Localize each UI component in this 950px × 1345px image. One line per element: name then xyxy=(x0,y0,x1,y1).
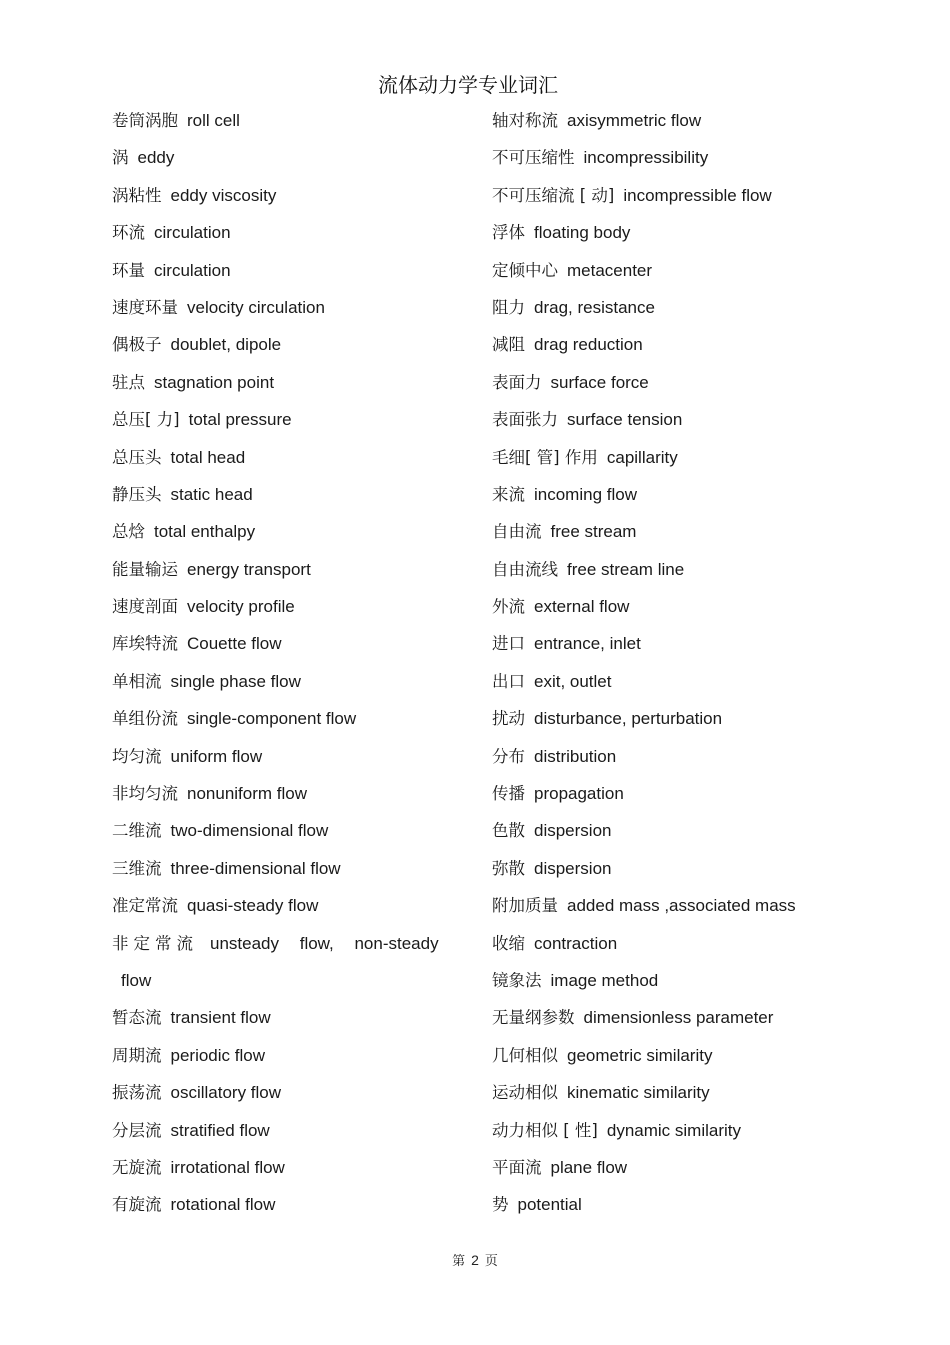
entry-english: incompressible flow xyxy=(623,185,772,205)
entry-chinese: 振荡流 xyxy=(112,1083,162,1103)
glossary-entry xyxy=(112,364,457,401)
glossary-entry xyxy=(112,513,457,550)
glossary-entry xyxy=(492,177,832,214)
entry-english: flow xyxy=(121,970,152,990)
entry-chinese: 出口 xyxy=(492,671,525,691)
glossary-entry xyxy=(492,850,832,887)
entry-english: potential xyxy=(517,1195,582,1215)
entry-english: incoming flow xyxy=(534,484,637,504)
glossary-entry xyxy=(112,1186,457,1223)
entry-chinese: 驻点 xyxy=(112,372,145,392)
entry-english: uniform flow xyxy=(170,746,263,766)
glossary-entry xyxy=(492,812,832,849)
glossary-entry xyxy=(112,1112,457,1149)
entry-chinese: 来流 xyxy=(492,484,525,504)
glossary-entry xyxy=(492,962,832,999)
entry-english: rotational flow xyxy=(170,1195,276,1215)
page-number-prefix: 第 xyxy=(452,1254,466,1269)
entry-chinese: 色散 xyxy=(492,821,525,841)
entry-english: single phase flow xyxy=(170,671,301,691)
entry-chinese: 非均匀流 xyxy=(112,784,178,804)
entry-english: circulation xyxy=(154,260,231,280)
glossary-entry xyxy=(492,700,832,737)
entry-chinese: 无量纲参数 xyxy=(492,1008,575,1028)
entry-chinese: 卷筒涡胞 xyxy=(112,111,178,130)
entry-english: entrance, inlet xyxy=(534,634,641,654)
glossary-entry xyxy=(492,588,832,625)
entry-english: doublet, dipole xyxy=(170,335,282,355)
entry-english: total enthalpy xyxy=(154,522,256,542)
entry-english: transient flow xyxy=(170,1008,271,1028)
entry-chinese: 进口 xyxy=(492,634,525,654)
glossary-entry xyxy=(112,775,457,812)
glossary-entry xyxy=(112,1074,457,1111)
entry-english: stratified flow xyxy=(170,1120,270,1140)
glossary-entry xyxy=(492,925,832,962)
glossary-entry xyxy=(492,326,832,363)
glossary-entry xyxy=(492,1149,832,1186)
glossary-entry xyxy=(112,401,457,438)
entry-english: dimensionless parameter xyxy=(583,1008,774,1028)
entry-english: floating body xyxy=(534,223,631,243)
glossary-entry xyxy=(492,289,832,326)
entry-chinese: 准定常流 xyxy=(112,896,178,916)
page-title: 流体动力学专业词汇 xyxy=(378,73,558,97)
entry-chinese: 总压[ 力] xyxy=(112,410,180,430)
entry-english: capillarity xyxy=(606,447,678,467)
entry-chinese: 总焓 xyxy=(112,522,145,542)
entry-english: dispersion xyxy=(534,858,612,878)
entry-chinese: 表面张力 xyxy=(492,410,558,430)
entry-chinese: 减阻 xyxy=(492,335,525,355)
glossary-entry xyxy=(112,999,457,1036)
glossary-entry xyxy=(112,738,457,775)
entry-english: incompressibility xyxy=(583,148,709,168)
entry-english: oscillatory flow xyxy=(170,1083,282,1103)
entry-chinese: 有旋流 xyxy=(112,1195,162,1215)
entry-english: quasi-steady flow xyxy=(187,896,319,916)
entry-chinese: 自由流 xyxy=(492,522,542,542)
entry-english: eddy xyxy=(137,148,175,168)
glossary-entry xyxy=(492,663,832,700)
entry-english: static head xyxy=(170,484,253,504)
entry-english: dispersion xyxy=(534,821,612,841)
entry-chinese: 能量输运 xyxy=(112,559,178,579)
glossary-entry xyxy=(112,588,457,625)
entry-chinese: 偶极子 xyxy=(112,335,162,355)
glossary-entry xyxy=(492,513,832,550)
glossary-entry xyxy=(112,812,457,849)
entry-english: disturbance, perturbation xyxy=(534,709,723,729)
glossary-entry xyxy=(492,139,832,176)
entry-chinese: 总压头 xyxy=(112,447,162,467)
glossary-entry xyxy=(112,1149,457,1186)
entry-english: velocity profile xyxy=(187,597,295,617)
glossary-column-right xyxy=(492,102,832,1224)
glossary-entry xyxy=(112,102,457,139)
glossary-entry xyxy=(492,887,832,924)
glossary-entry xyxy=(112,925,457,962)
glossary-entry xyxy=(112,439,457,476)
entry-chinese: 单相流 xyxy=(112,671,162,691)
glossary-column-left xyxy=(112,102,457,1224)
glossary-entry xyxy=(492,738,832,775)
entry-english: energy transport xyxy=(187,559,311,579)
entry-english: unsteady flow, non-steady xyxy=(210,933,439,953)
glossary-entry xyxy=(112,551,457,588)
entry-chinese: 平面流 xyxy=(492,1157,542,1177)
glossary-entry xyxy=(492,625,832,662)
glossary-entry xyxy=(492,252,832,289)
entry-english: geometric similarity xyxy=(567,1045,713,1065)
entry-chinese: 不可压缩流 [ 动] xyxy=(492,185,615,205)
entry-english: total head xyxy=(170,447,246,467)
glossary-entry xyxy=(492,439,832,476)
entry-chinese: 环流 xyxy=(112,223,145,243)
entry-chinese: 均匀流 xyxy=(112,746,162,766)
entry-chinese: 阻力 xyxy=(492,297,525,317)
entry-english: drag, resistance xyxy=(534,297,655,317)
entry-english: plane flow xyxy=(550,1157,628,1177)
entry-english: nonuniform flow xyxy=(187,784,308,804)
glossary-entry xyxy=(112,476,457,513)
glossary-entry xyxy=(112,700,457,737)
entry-chinese: 扰动 xyxy=(492,709,525,729)
entry-chinese: 几何相似 xyxy=(492,1045,558,1065)
glossary-entry xyxy=(492,401,832,438)
entry-chinese: 轴对称流 xyxy=(492,111,558,130)
entry-chinese: 动力相似 [ 性] xyxy=(492,1120,598,1140)
entry-chinese: 三维流 xyxy=(112,858,162,878)
entry-english: axisymmetric flow xyxy=(567,111,702,130)
entry-english: roll cell xyxy=(187,111,240,130)
entry-chinese: 分层流 xyxy=(112,1120,162,1140)
entry-chinese: 非定常流 xyxy=(112,933,198,953)
entry-chinese: 毛细[ 管] 作用 xyxy=(492,447,598,467)
entry-english: surface tension xyxy=(567,410,683,430)
glossary-entry xyxy=(112,625,457,662)
entry-chinese: 库埃特流 xyxy=(112,634,178,654)
glossary-entry xyxy=(492,1112,832,1149)
glossary-entry xyxy=(112,850,457,887)
entry-english: dynamic similarity xyxy=(606,1120,742,1140)
entry-english: three-dimensional flow xyxy=(170,858,341,878)
glossary-entry xyxy=(112,887,457,924)
entry-chinese: 无旋流 xyxy=(112,1157,162,1177)
glossary-entry xyxy=(492,364,832,401)
glossary-entry-continuation xyxy=(112,962,457,999)
entry-english: kinematic similarity xyxy=(567,1083,710,1103)
entry-chinese: 定倾中心 xyxy=(492,260,558,280)
entry-english: total pressure xyxy=(188,410,292,430)
entry-english: irrotational flow xyxy=(170,1157,285,1177)
entry-chinese: 分布 xyxy=(492,746,525,766)
glossary-entry xyxy=(492,1037,832,1074)
entry-chinese: 暂态流 xyxy=(112,1008,162,1028)
glossary-entry xyxy=(112,1037,457,1074)
page-number: 2 xyxy=(471,1252,479,1268)
entry-english: metacenter xyxy=(567,260,653,280)
entry-chinese: 弥散 xyxy=(492,858,525,878)
glossary-entry xyxy=(492,551,832,588)
entry-english: drag reduction xyxy=(534,335,643,355)
entry-chinese: 自由流线 xyxy=(492,559,558,579)
entry-english: added mass ,associated mass xyxy=(567,896,796,916)
entry-english: periodic flow xyxy=(170,1045,265,1065)
glossary-entry xyxy=(112,139,457,176)
entry-chinese: 不可压缩性 xyxy=(492,148,575,168)
glossary-entry xyxy=(492,102,832,139)
entry-english: distribution xyxy=(534,746,617,766)
glossary-entry xyxy=(492,775,832,812)
glossary-entry xyxy=(112,663,457,700)
entry-english: free stream line xyxy=(567,559,685,579)
entry-chinese: 运动相似 xyxy=(492,1083,558,1103)
glossary-entry xyxy=(112,252,457,289)
entry-chinese: 速度环量 xyxy=(112,297,178,317)
entry-english: external flow xyxy=(534,597,630,617)
entry-chinese: 环量 xyxy=(112,260,145,280)
page-footer xyxy=(0,1250,950,1269)
entry-english: surface force xyxy=(550,372,649,392)
glossary-entry xyxy=(112,214,457,251)
entry-chinese: 涡粘性 xyxy=(112,185,162,205)
entry-chinese: 浮体 xyxy=(492,223,525,243)
glossary-entry xyxy=(492,1074,832,1111)
entry-chinese: 收缩 xyxy=(492,933,525,953)
entry-chinese: 周期流 xyxy=(112,1045,162,1065)
entry-english: propagation xyxy=(534,784,624,804)
entry-chinese: 镜象法 xyxy=(492,970,542,990)
entry-chinese: 涡 xyxy=(112,148,129,168)
entry-english: single-component flow xyxy=(187,709,357,729)
glossary-entry xyxy=(492,1186,832,1223)
entry-chinese: 单组份流 xyxy=(112,709,178,729)
entry-chinese: 静压头 xyxy=(112,484,162,504)
entry-chinese: 速度剖面 xyxy=(112,597,178,617)
page-number-suffix: 页 xyxy=(484,1254,498,1269)
glossary-entry xyxy=(492,476,832,513)
entry-english: exit, outlet xyxy=(534,671,612,691)
entry-english: velocity circulation xyxy=(187,297,325,317)
glossary-entry xyxy=(112,289,457,326)
entry-chinese: 表面力 xyxy=(492,372,542,392)
glossary-entry xyxy=(492,214,832,251)
entry-chinese: 传播 xyxy=(492,784,525,804)
entry-english: stagnation point xyxy=(154,372,275,392)
entry-chinese: 外流 xyxy=(492,597,525,617)
entry-english: free stream xyxy=(550,522,637,542)
entry-english: two-dimensional flow xyxy=(170,821,329,841)
entry-english: Couette flow xyxy=(187,634,282,654)
entry-chinese: 附加质量 xyxy=(492,896,558,916)
entry-english: eddy viscosity xyxy=(170,185,277,205)
glossary-entry xyxy=(492,999,832,1036)
entry-english: contraction xyxy=(534,933,618,953)
entry-chinese: 二维流 xyxy=(112,821,162,841)
entry-english: circulation xyxy=(154,223,231,243)
entry-chinese: 势 xyxy=(492,1195,509,1215)
glossary-entry xyxy=(112,326,457,363)
glossary-entry xyxy=(112,177,457,214)
entry-english: image method xyxy=(550,970,659,990)
